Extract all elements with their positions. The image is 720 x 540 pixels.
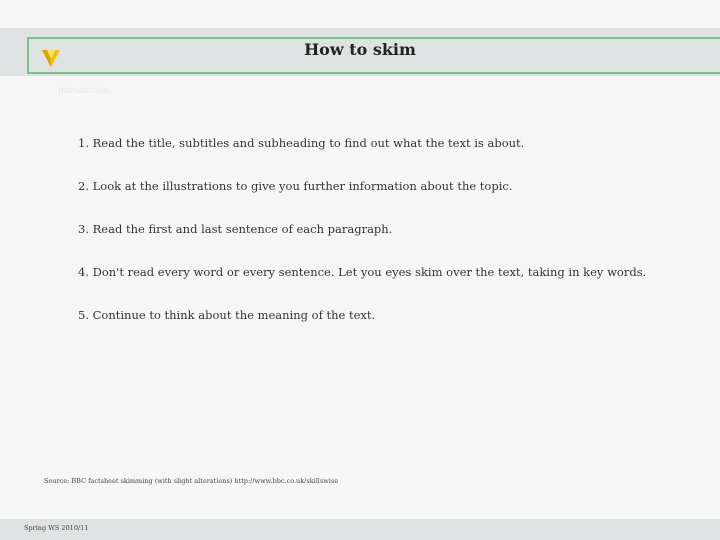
footer-text: Spring WS 2010/11 [24, 524, 89, 532]
triangle-bullet-icon [40, 47, 62, 69]
faint-label: Introduction [58, 86, 109, 95]
slide-title: How to skim [304, 40, 416, 59]
step-item: 2. Look at the illustrations to give you further information about the topic. [78, 179, 513, 193]
source-note: Source: BBC factsheet skimming (with slight alterations) http://www.bbc.co.uk/skillswise [44, 477, 339, 485]
step-item: 5. Continue to think about the meaning of the text. [78, 308, 376, 322]
step-item: 4. Don't read every word or every sentence. Let you eyes skim over the text, taking in key words. [78, 265, 647, 279]
step-item: 1. Read the title, subtitles and subheading to find out what the text is about. [78, 136, 525, 150]
steps-list [78, 136, 646, 351]
footer-bar [0, 519, 720, 540]
step-item: 3. Read the first and last sentence of each paragraph. [78, 222, 393, 236]
